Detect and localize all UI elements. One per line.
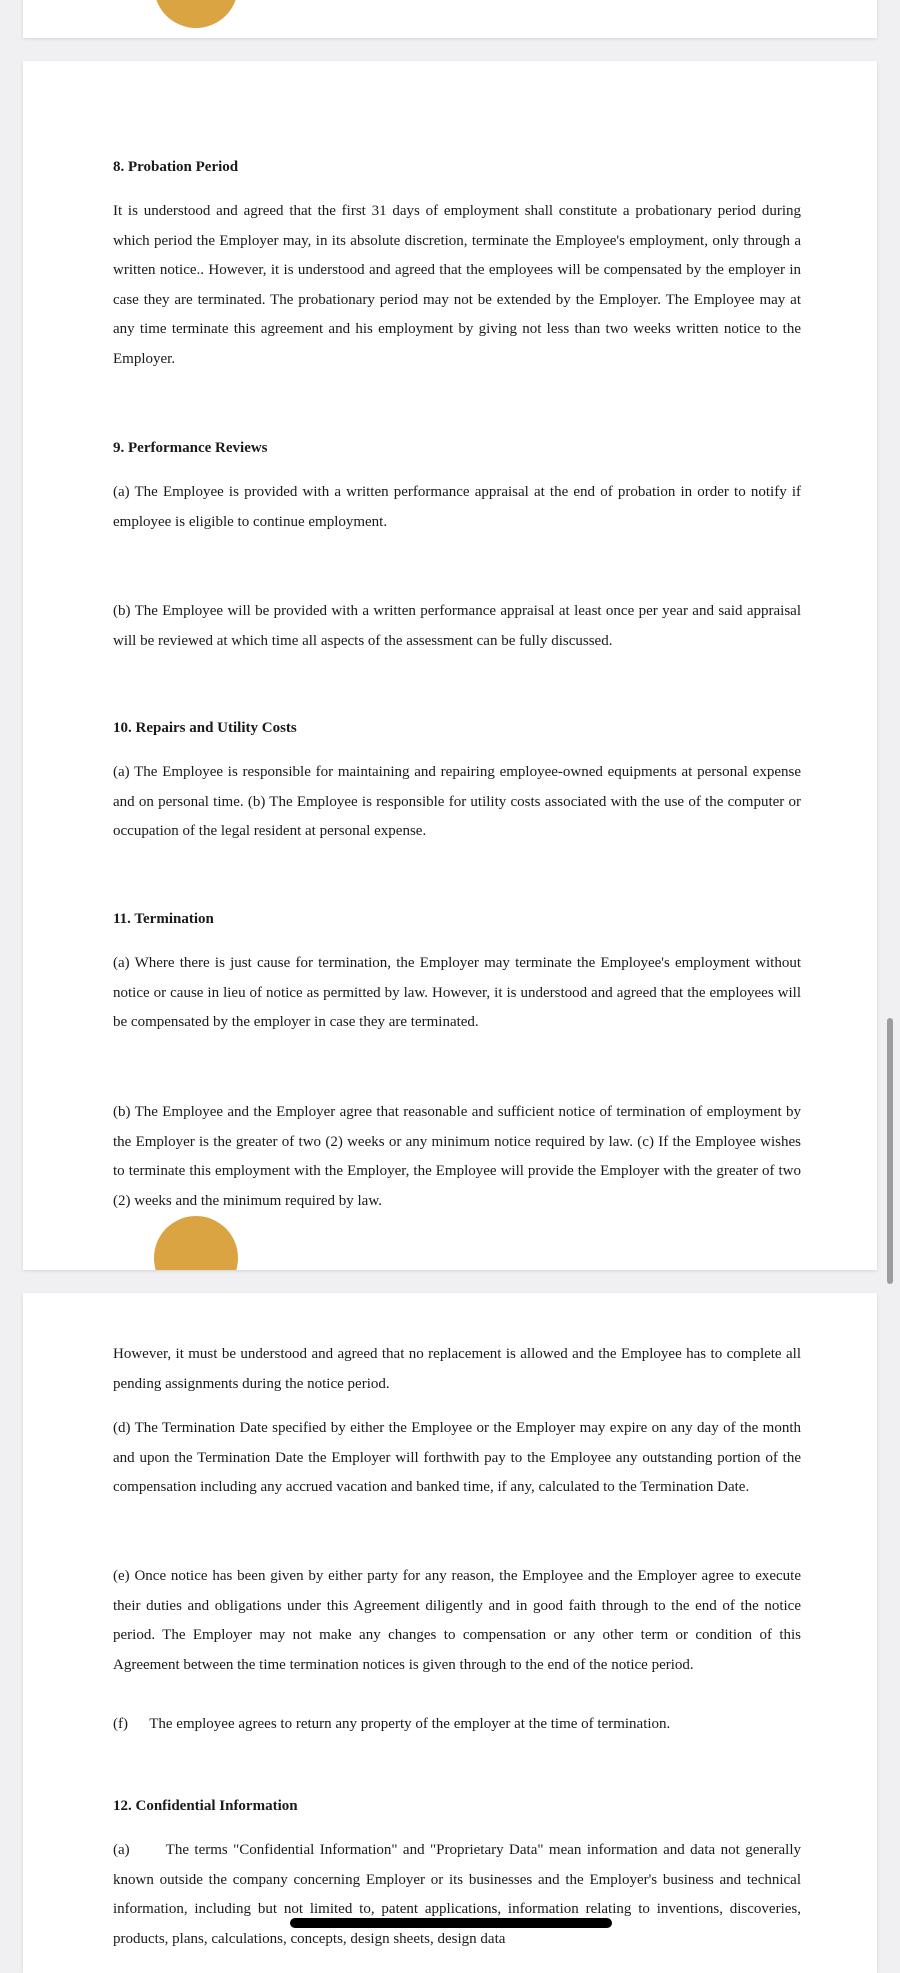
section-12-heading: 12. Confidential Information — [113, 1798, 298, 1814]
clause-f-label: (f) — [113, 1716, 128, 1732]
section-11-clause-a: (a) Where there is just cause for termination, the Employer may terminate the Employee's employment without notice or cause in lieu of notice as permitted by law. However, it is understood and agreed that the employees will be compensated by the employer in case they are terminated. — [113, 955, 801, 1031]
section-8-paragraph: It is understood and agreed that the first 31 days of employment shall constitute a probationary period during which period the Employer may, in its absolute discretion, terminate the Employee's employment, only through a written notice.. However, it is understood and agreed that the employees will be compensated by the employer in case they are terminated. The probationary period may not be extended by the Employer. The Employee may at any time terminate this agreement and his employment by giving not less than two weeks written notice to the Employer. — [113, 203, 801, 367]
section-9-clause-a: (a) The Employee is provided with a written performance appraisal at the end of probation in order to notify if employee is eligible to continue employment. — [113, 484, 801, 530]
section-10-paragraph: (a) The Employee is responsible for maintaining and repairing employee-owned equipments at personal expense and on personal time. (b) The Employee is responsible for utility costs associated with the use of the computer or occupation of the legal resident at personal expense. — [113, 764, 801, 840]
clause-a-text: The terms "Confidential Information" and "Proprietary Data" mean information and data not generally known outside the company concerning Employer or its businesses and the Employer's business and technical information, including but not limited to, patent applications, information relating to inventions, discoveries, products, plans, calculations, concepts, design sheets, design data — [113, 1842, 801, 1947]
section-11-clause-f — [113, 1710, 801, 1740]
section-8-heading: 8. Probation Period — [113, 159, 239, 175]
document-page-3 — [23, 1293, 877, 1973]
section-10-heading: 10. Repairs and Utility Costs — [113, 720, 297, 736]
section-11-clause-e: (e) Once notice has been given by either party for any reason, the Employee and the Employer agree to execute their duties and obligations under this Agreement diligently and in good faith through to the end of the notice period. The Employer may not make any changes to compensation or any other term or condition of this Agreement between the time termination notices is given through to the end of the notice period. — [113, 1568, 801, 1673]
clause-a-label: (a) — [113, 1842, 130, 1858]
section-11-continuation: However, it must be understood and agreed that no replacement is allowed and the Employee has to complete all pending assignments during the notice period. — [113, 1346, 801, 1392]
page-marker-icon — [154, 1216, 238, 1270]
page-marker-icon — [154, 0, 238, 28]
section-11-clause-b-c: (b) The Employee and the Employer agree that reasonable and sufficient notice of termination of employment by the Employer is the greater of two (2) weeks or any minimum notice required by law. (c) If the Employee wishes to terminate this employment with the Employer, the Employee will provide the Employer with the greater of two (2) weeks and the minimum required by law. — [113, 1104, 801, 1209]
redaction-mark — [290, 1918, 612, 1928]
scrollbar-thumb[interactable] — [887, 1018, 893, 1284]
section-9-clause-b: (b) The Employee will be provided with a written performance appraisal at least once per year and said appraisal will be reviewed at which time all aspects of the assessment can be fully discussed. — [113, 603, 801, 649]
document-page-2 — [23, 61, 877, 1270]
document-page-1 — [23, 0, 877, 38]
clause-f-text: The employee agrees to return any property of the employer at the time of termination. — [149, 1716, 671, 1732]
section-9-heading: 9. Performance Reviews — [113, 440, 268, 456]
section-11-heading: 11. Termination — [113, 911, 214, 927]
section-11-clause-d: (d) The Termination Date specified by either the Employee or the Employer may expire on any day of the month and upon the Termination Date the Employer will forthwith pay to the Employee any outstanding portion of the compensation including any accrued vacation and banked time, if any, calculated to the Termination Date. — [113, 1420, 801, 1496]
section-12-clause-a — [113, 1836, 801, 1954]
